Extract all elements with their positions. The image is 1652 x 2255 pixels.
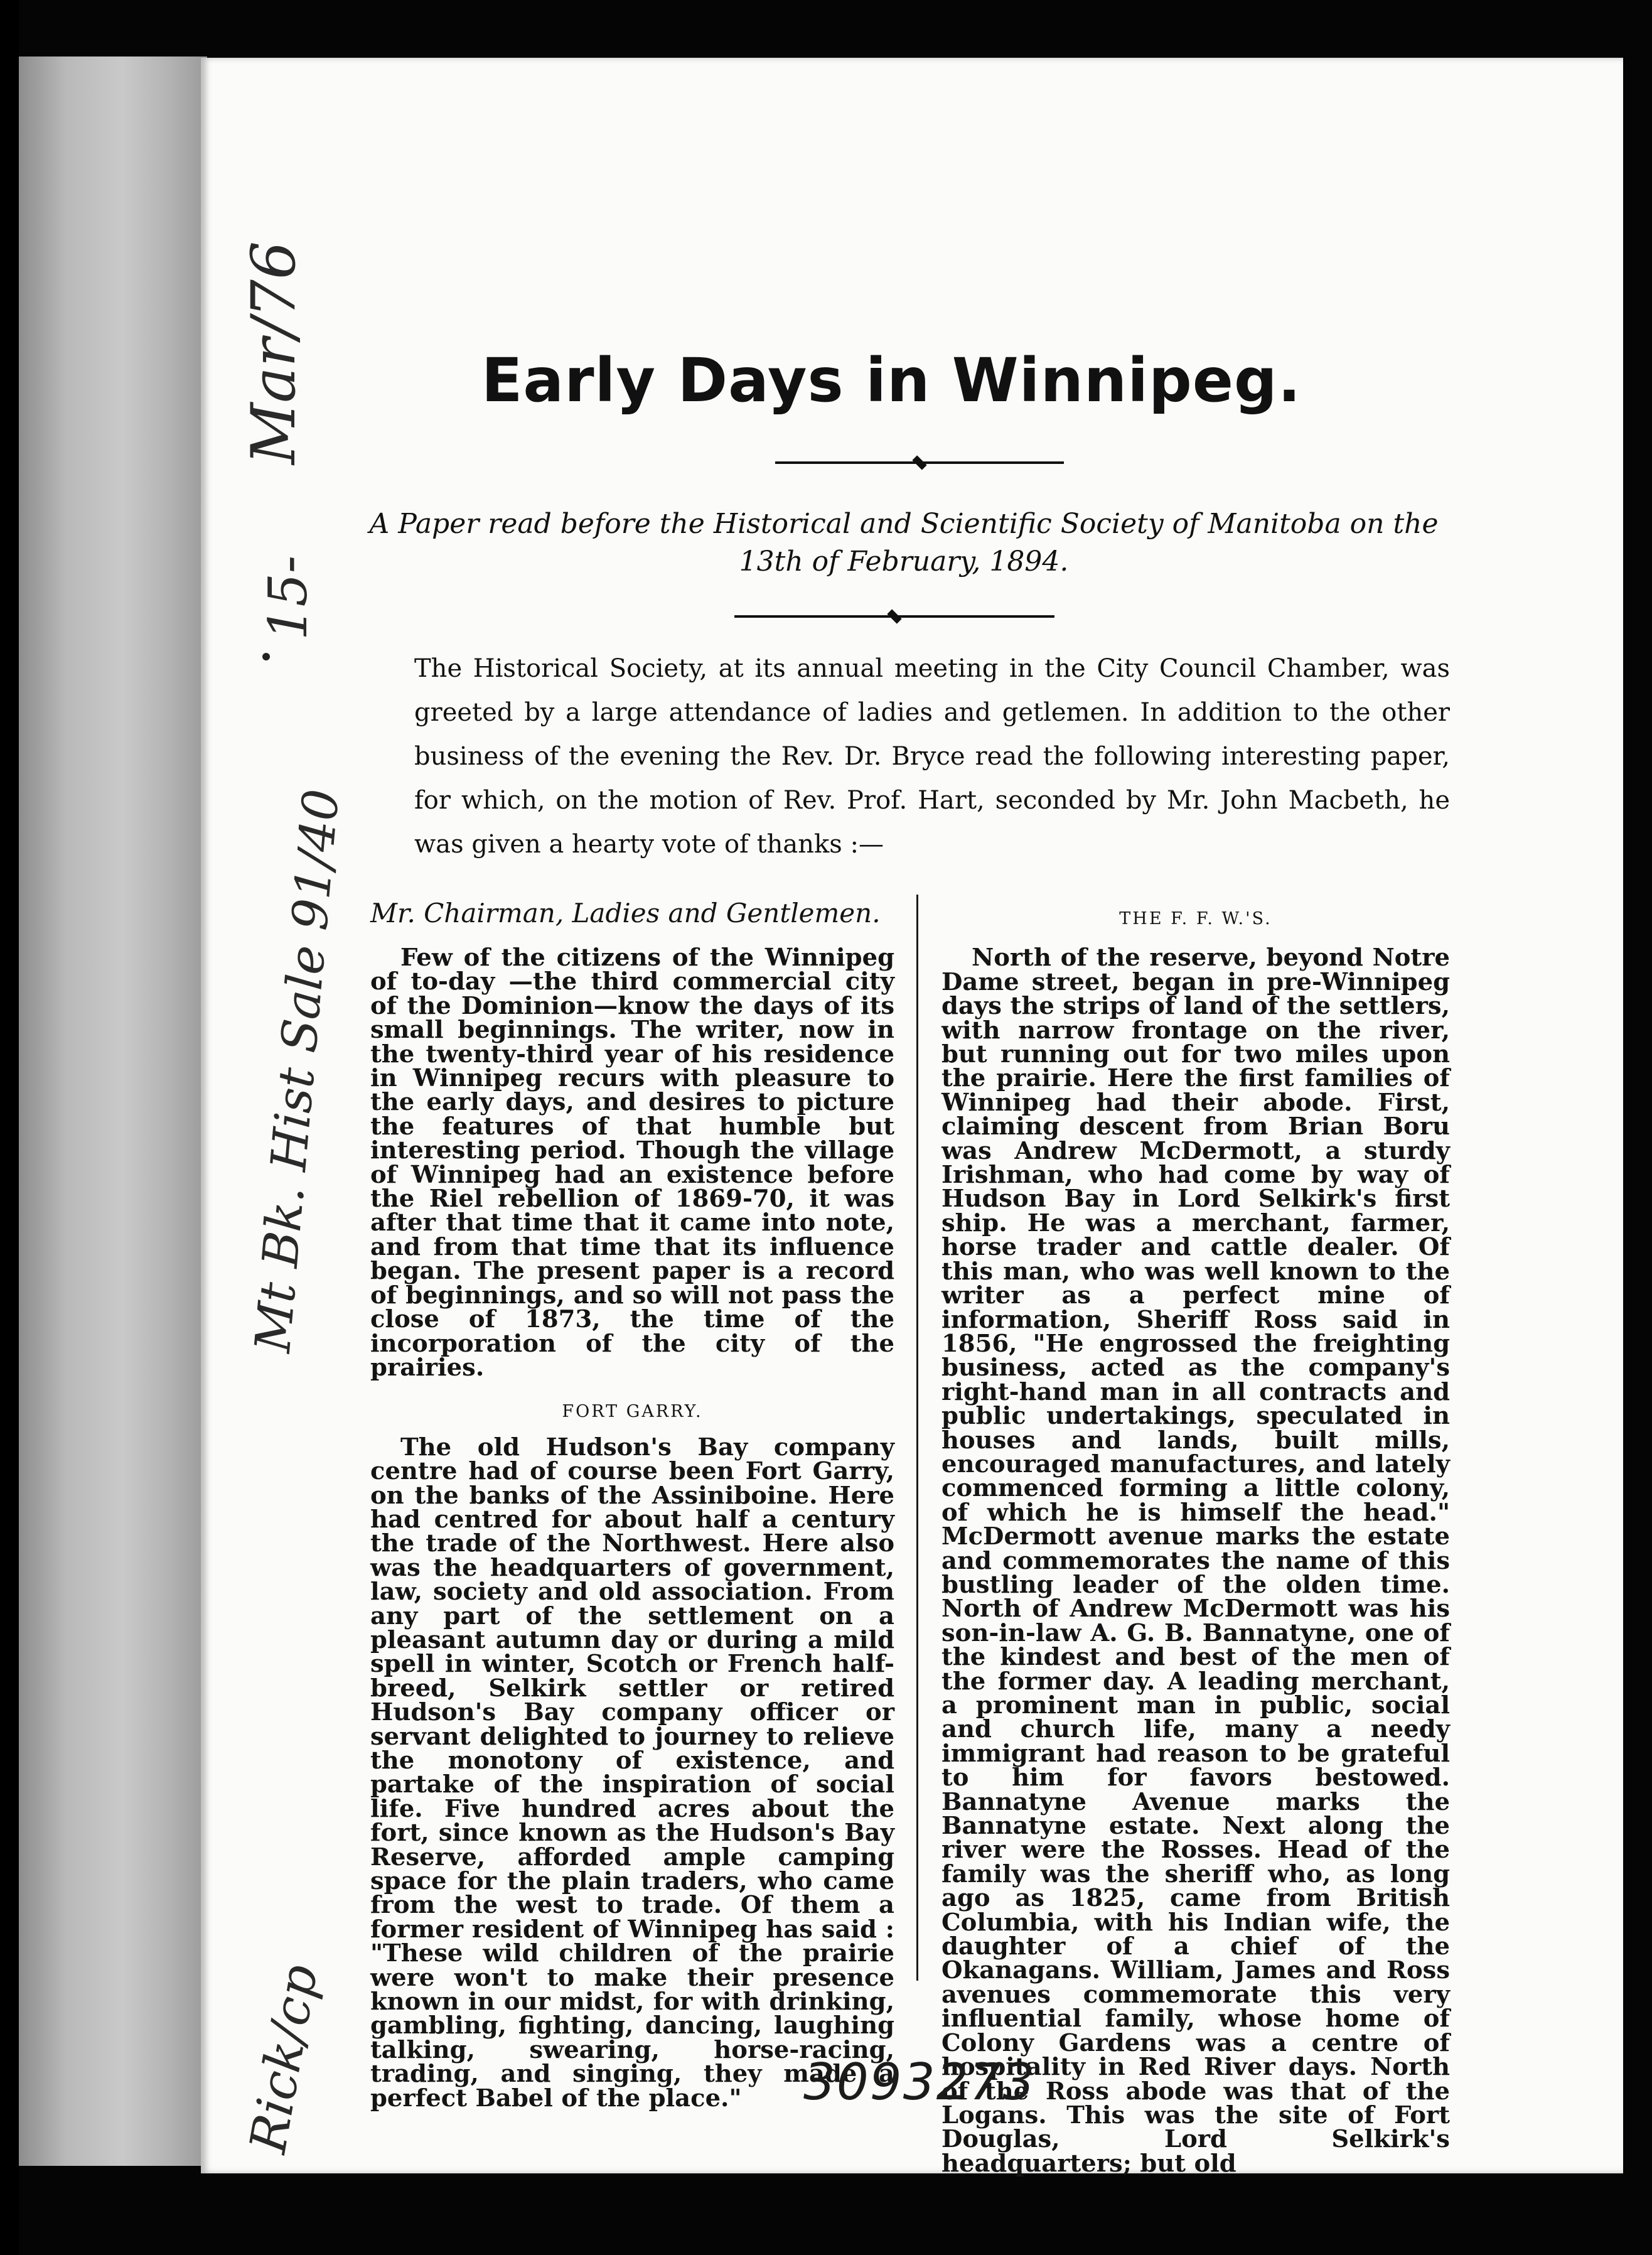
scan-border — [0, 0, 19, 2255]
margin-note-date: Mar/76 — [239, 241, 309, 465]
paragraph-fort-garry: The old Hudson's Bay company centre had of course been Fort Garry, on the banks of the Assiniboine. Here had centred for about half a century the trade of the Northwest. Here also was the headquarters of government, law, society and old association. From any part of the settlement on a pleasant autumn day or during a mild spell in winter, Scotch or French half-breed, Selkirk settler or retired Hudson's Bay company officer or servant delighted to journey to relieve the monotony of existence, and partake of the inspiration of social life. Five hundred acres about the fort, since known as the Hudson's Bay Reserve, afforded ample camping space for the plain traders, who came from the west to trade. Of them a former resident of Winnipeg has said : "These wild children of the prairie were won't to make their presence known in our midst, for with drinking, gambling, fighting, dancing, laughing talking, swearing, horse-racing, trading, and singing, they made a perfect Babel of the place." — [370, 1433, 894, 2112]
section-heading-fort-garry: FORT GARRY. — [562, 1402, 703, 1422]
ornament-divider-top — [775, 461, 1064, 464]
left-column — [370, 895, 894, 2111]
binding-strip — [19, 57, 207, 2166]
margin-note-bottom: Rick/cp — [239, 1960, 330, 2158]
column-rule — [916, 895, 918, 1981]
right-column — [941, 895, 1450, 2176]
paragraph-first-families: North of the reserve, beyond Notre Dame street, began in pre-Winnipeg days the strips of land of the settlers, with narrow frontage on the river, but running out for two miles upon the prairie. Here the first families of Winnipeg had their abode. First, claiming descent from Brian Boru was Andrew McDermott, a sturdy Irishman, who had come by way of Hudson Bay in Lord Selkirk's first ship. He was a merchant, farmer, horse trader and cattle dealer. Of this man, who was well known to the writer as a perfect mine of information, Sheriff Ross said in 1856, "He engrossed the freighting business, acted as the company's right-hand man in all contracts and public undertakings, speculated in houses and lands, built mills, encouraged manufactures, and lately commenced forming a little colony, of which he is himself the head." McDermott avenue marks the estate and commemorates the name of this bustling leader of the olden time. North of Andrew McDermott was his son-in-law A. G. B. Bannatyne, one of the kindest and best of the men of the former day. A leading merchant, a prominent man in public, social and church life, many a needy immigrant had reason to be grateful to him for favors bestowed. Bannatyne Avenue marks the Bannatyne estate. Next along the river were the Rosses. Head of the family was the sheriff who, as long ago as 1825, came from British Columbia, with his Indian wife, the daughter of a chief of the Okanagans. William, James and Ross avenues commemorate this very influential family, whose home of Colony Gardens was a centre of hospitality in Red River days. North of the Ross abode was that of the Logans. This was the site of Fort Douglas, Lord Selkirk's headquarters; but old — [941, 944, 1450, 2178]
section-heading-ffw: THE F. F. W.'S. — [1119, 909, 1272, 928]
margin-note-reference: Mt Bk. Hist Sale 91/40 — [245, 787, 351, 1355]
margin-note-number: 15- — [257, 555, 319, 640]
accession-number: 3093273 — [803, 2053, 1036, 2111]
paragraph-beginnings: Few of the citizens of the Winnipeg of to-day —the third commercial city of the Dominion—know the days of its small beginnings. The writer, now in the twenty-third year of his residence in Winnipeg recurs with pleasure to the early days, and desires to picture the features of that humble but interesting period. Though the village of Winnipeg had an existence before the Riel rebellion of 1869-70, it was after that time that it came into note, and from that time that its influence began. The present paper is a record of beginnings, and so will not pass the close of 1873, the time of the incorporation of the city of the prairies. — [370, 944, 894, 1382]
page-title: Early Days in Winnipeg. — [481, 345, 1302, 416]
salutation: Mr. Chairman, Ladies and Gentlemen. — [370, 898, 881, 928]
margin-dot — [262, 653, 270, 660]
ornament-divider-bottom — [734, 615, 1054, 618]
intro-paragraph: The Historical Society, at its annual meeting in the City Council Chamber, was greeted by a large attendance of ladies and getlemen. In addition to the other business of the evening the Rev. Dr. Bryce read the following interesting paper, for which, on the motion of Rev. Prof. Hart, seconded by Mr. John Macbeth, he was given a hearty vote of thanks :— — [414, 654, 1450, 859]
subtitle: A Paper read before the Historical and Scientific Society of Manitoba on the 13th of February, 1894. — [369, 508, 1439, 578]
